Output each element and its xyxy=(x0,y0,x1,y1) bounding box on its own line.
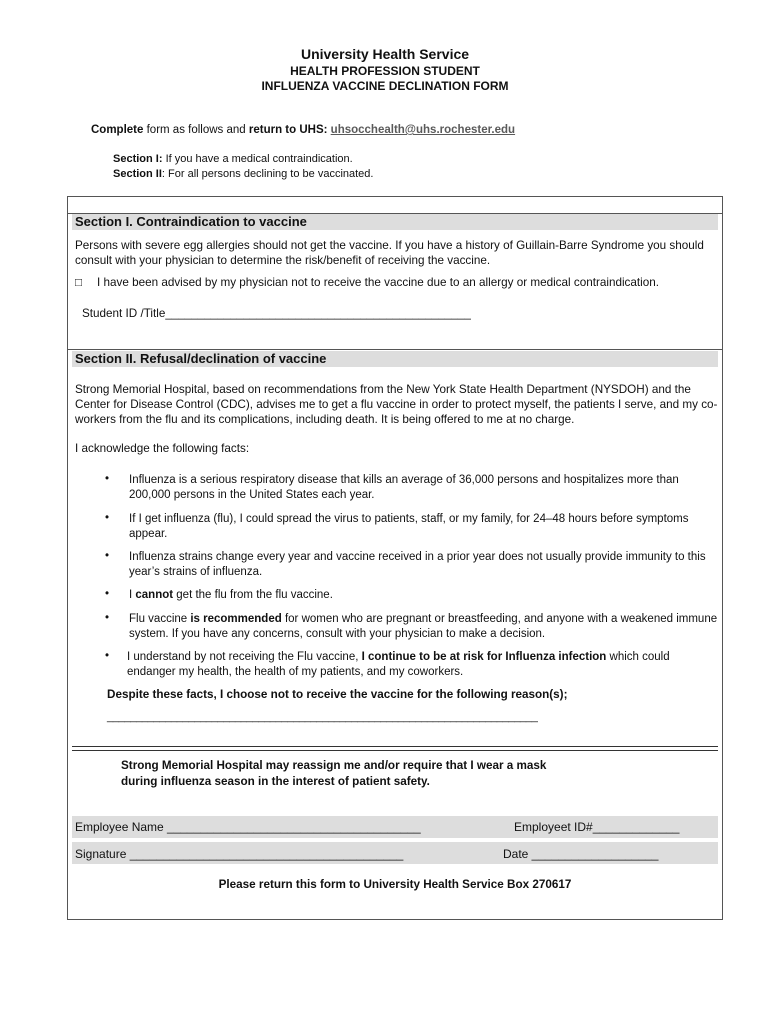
top-strip xyxy=(68,197,722,214)
fact-5: Flu vaccine is recommended for women who are pregnant or breastfeeding, and anyone with a weakened immune system. If you have any concerns, consult with your physician to make a decision. xyxy=(129,613,718,640)
form-subtitle-1: HEALTH PROFESSION STUDENT xyxy=(290,64,480,78)
intro-instructions xyxy=(91,124,515,136)
intro-mid: form as follows and xyxy=(143,124,249,136)
reassign-notice-line-1: Strong Memorial Hospital may reassign me and/or require that I wear a mask xyxy=(121,759,547,772)
section-1-paragraph: Persons with severe egg allergies should not get the vaccine. If you have a history of Guillain-Barre Syndrome you should consult with your physician to determine the risk/benefit of receiving the vaccine. xyxy=(75,239,704,267)
bullet-icon: • xyxy=(105,650,110,662)
bullet-icon: • xyxy=(105,612,110,624)
fact-4: I cannot get the flu from the flu vaccine. xyxy=(129,589,333,601)
section-2-paragraph: Strong Memorial Hospital, based on recommendations from the New York State Health Department (NYSDOH) and the Center for Disease Control (CDC), advises me to get a flu vaccine in order to protect myself, the patients I serve, and my co-workers from the flu and its complications, including death. It is being offered to me at no charge. xyxy=(75,383,718,426)
bullet-icon: • xyxy=(105,588,110,600)
signature-row xyxy=(72,842,718,864)
section-1-text: If you have a medical contraindication. xyxy=(162,153,353,165)
contraindication-checkbox-row xyxy=(75,275,720,290)
intro-complete: Complete xyxy=(91,124,144,136)
section-divider xyxy=(68,349,722,350)
employee-row xyxy=(72,816,718,838)
student-id-field[interactable]: Student ID /Title_______________________________________________ xyxy=(82,307,471,320)
date-field[interactable]: Date ___________________ xyxy=(503,847,659,861)
section-1-label: Section I: xyxy=(113,153,163,165)
reassign-notice-line-2: during influenza season in the interest of patient safety. xyxy=(121,775,430,788)
form-subtitle-2: INFLUENZA VACCINE DECLINATION FORM xyxy=(261,79,509,93)
signature-field[interactable]: Signature _________________________________________ xyxy=(75,847,404,861)
acknowledge-heading: I acknowledge the following facts: xyxy=(75,442,250,455)
intro-return: return to UHS: xyxy=(248,124,328,136)
section-2-header: Section II. Refusal/declination of vaccine xyxy=(72,351,718,367)
fact-2: If I get influenza (flu), I could spread the virus to patients, staff, or my family, for 24–48 hours before symptoms appear. xyxy=(129,513,689,540)
section-2-description xyxy=(113,168,373,180)
fact-1: Influenza is a serious respiratory disease that kills an average of 36,000 persons and hospitalizes more than 200,000 persons in the United States each year. xyxy=(129,474,679,501)
bullet-icon: • xyxy=(105,473,110,485)
reason-input-line[interactable]: __________________________________________________________________________ xyxy=(107,711,538,723)
decline-statement: Despite these facts, I choose not to receive the vaccine for the following reason(s); xyxy=(107,688,568,701)
section-1-header: Section I. Contraindication to vaccine xyxy=(72,214,718,230)
uhs-email-link[interactable]: uhsocchealth@uhs.rochester.edu xyxy=(330,124,516,136)
employee-name-field[interactable]: Employee Name ______________________________________ xyxy=(75,820,421,834)
section-1-description xyxy=(113,153,353,165)
contraindication-label: I have been advised by my physician not to receive the vaccine due to an allergy or medical contraindication. xyxy=(97,276,659,289)
employee-id-field[interactable]: Employeet ID#_____________ xyxy=(514,820,680,834)
contraindication-checkbox[interactable]: □ xyxy=(75,276,83,289)
form-title: University Health Service xyxy=(300,46,470,62)
section-2-text: : For all persons declining to be vaccinated. xyxy=(161,168,374,180)
bullet-icon: • xyxy=(105,550,110,562)
bullet-icon: • xyxy=(105,512,110,524)
fact-6: I understand by not receiving the Flu vaccine, I continue to be at risk for Influenza infection which could endanger my health, the health of my patients, and my coworkers. xyxy=(127,651,670,678)
form-box xyxy=(67,196,723,920)
fact-3: Influenza strains change every year and vaccine received in a prior year does not usually provide immunity to this year’s strains of influenza. xyxy=(129,551,706,578)
double-divider xyxy=(72,746,718,751)
return-instructions: Please return this form to University Health Service Box 270617 xyxy=(218,878,572,891)
section-2-label: Section II xyxy=(113,168,162,180)
